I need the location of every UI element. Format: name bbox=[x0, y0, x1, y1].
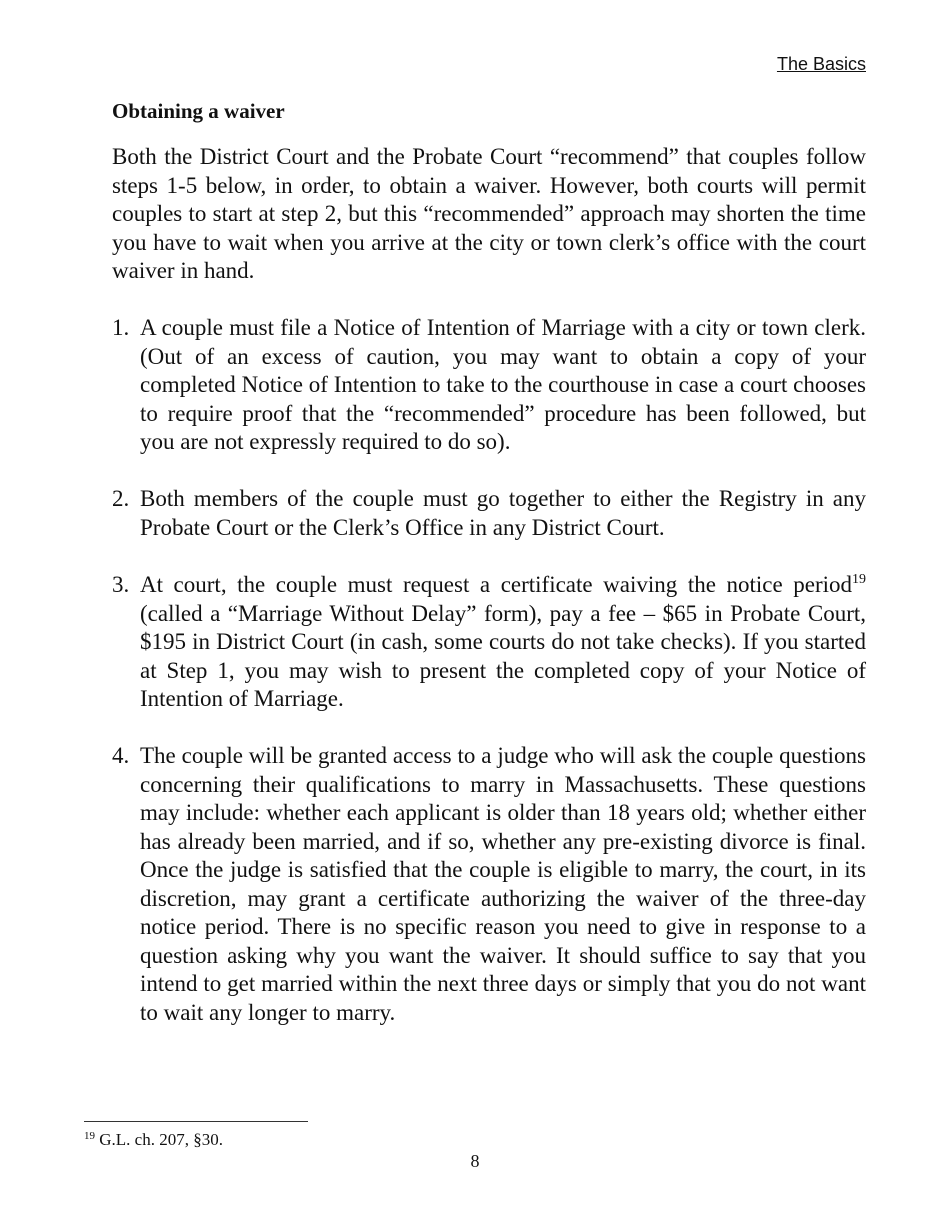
step-4 bbox=[112, 742, 866, 1027]
section-title: Obtaining a waiver bbox=[112, 99, 285, 123]
footnote-reference[interactable]: 19 bbox=[852, 572, 866, 587]
step-number: 2. bbox=[112, 486, 130, 511]
footnote-divider bbox=[84, 1121, 308, 1122]
step-number: 3. bbox=[112, 572, 130, 597]
step-text: The couple will be granted access to a judge who will ask the couple questions concerning their qualifications to marry in Massachusetts. These questions may include: whether each applicant is older than 18 years old; whether either has already been married, and if so, whether any pre-existing divorce is final. Once the judge is satisfied that the couple is eligible to marry, the court, in its discretion, may grant a certificate authorizing the waiver of the three-day notice period. There is no specific reason you need to give in response to a question asking why you want the waiver. It should suffice to say that you intend to get married within the next three days or simply that you do not want to wait any longer to marry. bbox=[140, 743, 866, 1025]
step-text: A couple must file a Notice of Intention of Marriage with a city or town clerk. (Out of an excess of caution, you may want to obtain a copy of your completed Notice of Intention to take to the courthouse in case a court chooses to require proof that the “recommended” procedure has been followed, but you are not expressly required to do so). bbox=[140, 315, 866, 454]
running-header: The Basics bbox=[776, 54, 866, 74]
step-3 bbox=[112, 571, 866, 714]
step-number: 4. bbox=[112, 743, 130, 768]
footnote-marker: 19 bbox=[84, 1130, 95, 1142]
step-text: Both members of the couple must go together to either the Registry in any Probate Court or the Clerk’s Office in any District Court. bbox=[140, 486, 866, 540]
step-number: 1. bbox=[112, 315, 130, 340]
footnote-text: G.L. ch. 207, §30. bbox=[95, 1130, 223, 1149]
footnote bbox=[84, 1129, 223, 1151]
step-text-part: (called a “Marriage Without Delay” form), pay a fee – $65 in Probate Court, $195 in District Court (in cash, some courts do not take checks). If you started at Step 1, you may wish to present the completed copy of your Notice of Intention of Marriage. bbox=[140, 600, 866, 711]
step-text bbox=[140, 571, 866, 714]
step-1 bbox=[112, 314, 866, 457]
step-text-part: At court, the couple must request a certificate waiving the notice period bbox=[140, 572, 852, 597]
page-number: 8 bbox=[470, 1151, 480, 1171]
intro-paragraph: Both the District Court and the Probate Court “recommend” that couples follow steps 1-5 below, in order, to obtain a waiver. However, both courts will permit couples to start at step 2, but this “recommended” approach may shorten the time you have to wait when you arrive at the city or town clerk’s office with the court waiver in hand. bbox=[112, 144, 866, 283]
step-2 bbox=[112, 485, 866, 542]
